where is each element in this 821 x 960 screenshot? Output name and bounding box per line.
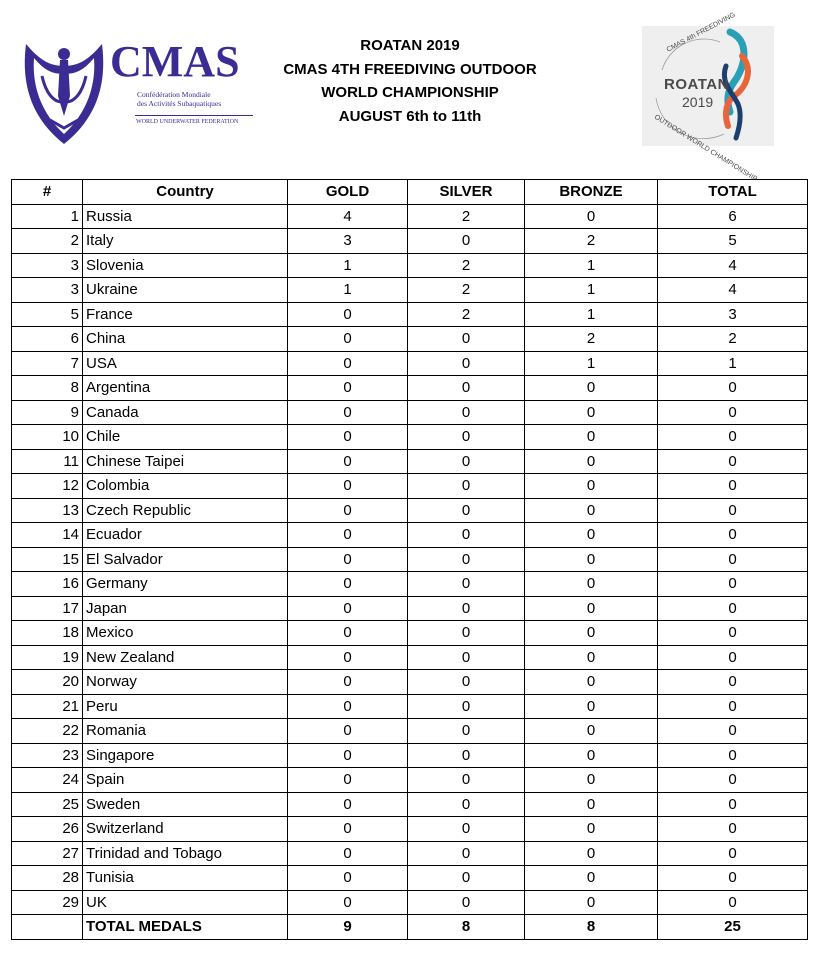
country-cell: Tunisia [83,866,288,891]
total-cell: 0 [658,694,808,719]
table-row [12,278,808,303]
rank-cell: 14 [12,523,83,548]
rank-cell: 20 [12,670,83,695]
roatan-year: 2019 [682,94,714,110]
bronze-cell: 0 [525,621,658,646]
table-row [12,302,808,327]
table-row [12,743,808,768]
rank-cell: 10 [12,425,83,450]
country-cell: Trinidad and Tobago [83,841,288,866]
country-cell: UK [83,890,288,915]
bronze-cell: 0 [525,376,658,401]
bronze-cell: 1 [525,278,658,303]
total-cell: 0 [658,523,808,548]
bronze-cell: 0 [525,572,658,597]
table-row [12,523,808,548]
gold-cell: 0 [288,327,408,352]
silver-cell: 0 [408,621,525,646]
page-header [0,0,821,184]
gold-cell: 0 [288,670,408,695]
country-cell: USA [83,351,288,376]
gold-cell: 0 [288,547,408,572]
silver-cell: 2 [408,302,525,327]
column-header-total: TOTAL [658,180,808,205]
bronze-cell: 0 [525,547,658,572]
total-cell: 1 [658,351,808,376]
roatan-2019-logo [642,11,774,184]
silver-cell: 0 [408,400,525,425]
cmas-subtitle-line: des Activités Subaquatiques [137,99,222,108]
rank-cell: 22 [12,719,83,744]
silver-cell: 0 [408,645,525,670]
gold-cell: 0 [288,498,408,523]
roatan-arc-bottom: OUTDOOR WORLD CHAMPIONSHIP [652,113,759,184]
silver-cell: 0 [408,376,525,401]
rank-cell: 18 [12,621,83,646]
silver-cell: 0 [408,351,525,376]
table-row [12,327,808,352]
total-cell: 6 [658,204,808,229]
rank-cell: 9 [12,400,83,425]
rank-cell: 25 [12,792,83,817]
gold-cell: 0 [288,817,408,842]
silver-cell: 0 [408,792,525,817]
total-cell: 0 [658,890,808,915]
medal-table [11,179,808,940]
silver-cell: 0 [408,768,525,793]
total-cell: 0 [658,547,808,572]
bronze-cell: 0 [525,694,658,719]
country-cell: Spain [83,768,288,793]
rank-cell: 2 [12,229,83,254]
event-title-line: ROATAN 2019 [360,37,460,54]
cmas-federation: WORLD UNDERWATER FEDERATION [136,119,239,125]
bronze-cell: 0 [525,425,658,450]
table-row [12,229,808,254]
rank-cell: 8 [12,376,83,401]
total-cell: 0 [658,400,808,425]
totals-label: TOTAL MEDALS [83,915,288,940]
gold-cell: 1 [288,278,408,303]
rank-cell: 11 [12,449,83,474]
totals-silver: 8 [408,915,525,940]
gold-cell: 0 [288,302,408,327]
rank-cell: 27 [12,841,83,866]
bronze-cell: 0 [525,768,658,793]
country-cell: Ecuador [83,523,288,548]
total-cell: 0 [658,425,808,450]
cmas-wordmark: CMAS [110,37,240,86]
rank-cell: 3 [12,253,83,278]
rank-cell: 13 [12,498,83,523]
silver-cell: 0 [408,547,525,572]
rank-cell: 23 [12,743,83,768]
country-cell: Peru [83,694,288,719]
total-cell: 5 [658,229,808,254]
country-cell: Argentina [83,376,288,401]
country-cell: Slovenia [83,253,288,278]
gold-cell: 3 [288,229,408,254]
table-row [12,768,808,793]
event-title-line: AUGUST 6th to 11th [338,107,482,125]
bronze-cell: 0 [525,449,658,474]
gold-cell: 0 [288,376,408,401]
table-row [12,498,808,523]
event-title-line: CMAS 4TH FREEDIVING OUTDOOR [283,60,537,78]
total-cell: 3 [658,302,808,327]
country-cell: Ukraine [83,278,288,303]
column-header-rank: # [12,180,83,205]
mermaid-emblem-icon [20,36,108,148]
country-cell: Chinese Taipei [83,449,288,474]
table-row [12,694,808,719]
column-header-silver: SILVER [408,180,525,205]
gold-cell: 0 [288,890,408,915]
total-cell: 0 [658,866,808,891]
silver-cell: 0 [408,474,525,499]
rank-cell: 29 [12,890,83,915]
gold-cell: 0 [288,841,408,866]
rank-cell: 7 [12,351,83,376]
gold-cell: 0 [288,792,408,817]
gold-cell: 0 [288,866,408,891]
country-cell: Russia [83,204,288,229]
rank-cell: 15 [12,547,83,572]
cmas-subtitle [137,90,253,108]
total-cell: 0 [658,792,808,817]
table-row [12,376,808,401]
silver-cell: 0 [408,719,525,744]
bronze-cell: 1 [525,302,658,327]
rank-cell: 16 [12,572,83,597]
column-header-bronze: BRONZE [525,180,658,205]
total-cell: 2 [658,327,808,352]
bronze-cell: 0 [525,743,658,768]
table-row [12,621,808,646]
gold-cell: 1 [288,253,408,278]
total-cell: 0 [658,768,808,793]
country-cell: Norway [83,670,288,695]
rank-cell: 28 [12,866,83,891]
total-cell: 0 [658,474,808,499]
silver-cell: 0 [408,425,525,450]
silver-cell: 0 [408,890,525,915]
table-row [12,204,808,229]
gold-cell: 0 [288,523,408,548]
table-row [12,425,808,450]
silver-cell: 0 [408,841,525,866]
roatan-wordmark: ROATAN [664,76,729,93]
gold-cell: 0 [288,719,408,744]
table-row [12,866,808,891]
cmas-logo [20,36,250,148]
totals-total: 25 [658,915,808,940]
country-cell: China [83,327,288,352]
cmas-divider [135,115,253,116]
total-cell: 0 [658,596,808,621]
bronze-cell: 0 [525,890,658,915]
country-cell: Italy [83,229,288,254]
bronze-cell: 1 [525,351,658,376]
table-row [12,817,808,842]
silver-cell: 0 [408,498,525,523]
silver-cell: 0 [408,670,525,695]
rank-cell: 3 [12,278,83,303]
total-cell: 4 [658,253,808,278]
table-row [12,890,808,915]
table-row [12,792,808,817]
gold-cell: 0 [288,351,408,376]
total-cell: 0 [658,621,808,646]
table-row [12,670,808,695]
totals-gold: 9 [288,915,408,940]
table-row [12,596,808,621]
country-cell: Colombia [83,474,288,499]
gold-cell: 0 [288,694,408,719]
bronze-cell: 0 [525,792,658,817]
country-cell: Germany [83,572,288,597]
total-cell: 0 [658,719,808,744]
gold-cell: 0 [288,449,408,474]
silver-cell: 0 [408,694,525,719]
event-title-line: WORLD CHAMPIONSHIP [321,84,499,101]
country-cell: Canada [83,400,288,425]
bronze-cell: 0 [525,670,658,695]
bronze-cell: 0 [525,498,658,523]
total-cell: 0 [658,572,808,597]
table-row [12,400,808,425]
table-row [12,645,808,670]
gold-cell: 0 [288,425,408,450]
bronze-cell: 2 [525,327,658,352]
event-title [250,34,570,128]
total-cell: 0 [658,645,808,670]
gold-cell: 0 [288,596,408,621]
bronze-cell: 0 [525,596,658,621]
country-cell: Czech Republic [83,498,288,523]
bronze-cell: 0 [525,204,658,229]
rank-cell: 5 [12,302,83,327]
rank-cell: 19 [12,645,83,670]
bronze-cell: 0 [525,474,658,499]
totals-row [12,915,808,940]
table-row [12,572,808,597]
table-row [12,351,808,376]
total-cell: 0 [658,376,808,401]
silver-cell: 2 [408,253,525,278]
silver-cell: 2 [408,204,525,229]
total-cell: 0 [658,449,808,474]
gold-cell: 0 [288,743,408,768]
bronze-cell: 0 [525,400,658,425]
rank-cell: 12 [12,474,83,499]
rank-cell: 1 [12,204,83,229]
total-cell: 4 [658,278,808,303]
gold-cell: 0 [288,645,408,670]
rank-cell: 17 [12,596,83,621]
silver-cell: 0 [408,596,525,621]
bronze-cell: 0 [525,866,658,891]
gold-cell: 0 [288,572,408,597]
rank-cell: 26 [12,817,83,842]
silver-cell: 0 [408,866,525,891]
cmas-subtitle-line: Confédération Mondiale [137,90,211,99]
total-cell: 0 [658,743,808,768]
total-cell: 0 [658,670,808,695]
table-row [12,253,808,278]
table-row [12,474,808,499]
gold-cell: 0 [288,621,408,646]
bronze-cell: 1 [525,253,658,278]
column-header-gold: GOLD [288,180,408,205]
country-cell: El Salvador [83,547,288,572]
country-cell: Mexico [83,621,288,646]
silver-cell: 0 [408,327,525,352]
country-cell: New Zealand [83,645,288,670]
silver-cell: 0 [408,743,525,768]
bronze-cell: 0 [525,523,658,548]
totals-blank-cell [12,915,83,940]
country-cell: Japan [83,596,288,621]
gold-cell: 0 [288,400,408,425]
total-cell: 0 [658,841,808,866]
silver-cell: 0 [408,817,525,842]
bronze-cell: 2 [525,229,658,254]
column-header-country: Country [83,180,288,205]
silver-cell: 0 [408,449,525,474]
country-cell: Romania [83,719,288,744]
silver-cell: 0 [408,572,525,597]
gold-cell: 0 [288,768,408,793]
roatan-arc-top: CMAS 4th FREEDIVING [665,11,737,54]
country-cell: Sweden [83,792,288,817]
bronze-cell: 0 [525,817,658,842]
medal-table-body [12,204,808,915]
total-cell: 0 [658,498,808,523]
totals-bronze: 8 [525,915,658,940]
country-cell: France [83,302,288,327]
rank-cell: 24 [12,768,83,793]
country-cell: Chile [83,425,288,450]
country-cell: Switzerland [83,817,288,842]
gold-cell: 4 [288,204,408,229]
silver-cell: 2 [408,278,525,303]
table-row [12,841,808,866]
rank-cell: 21 [12,694,83,719]
total-cell: 0 [658,817,808,842]
table-row [12,719,808,744]
table-row [12,547,808,572]
silver-cell: 0 [408,523,525,548]
bronze-cell: 0 [525,841,658,866]
rank-cell: 6 [12,327,83,352]
country-cell: Singapore [83,743,288,768]
gold-cell: 0 [288,474,408,499]
table-row [12,449,808,474]
table-header-row [12,180,808,205]
bronze-cell: 0 [525,645,658,670]
bronze-cell: 0 [525,719,658,744]
silver-cell: 0 [408,229,525,254]
